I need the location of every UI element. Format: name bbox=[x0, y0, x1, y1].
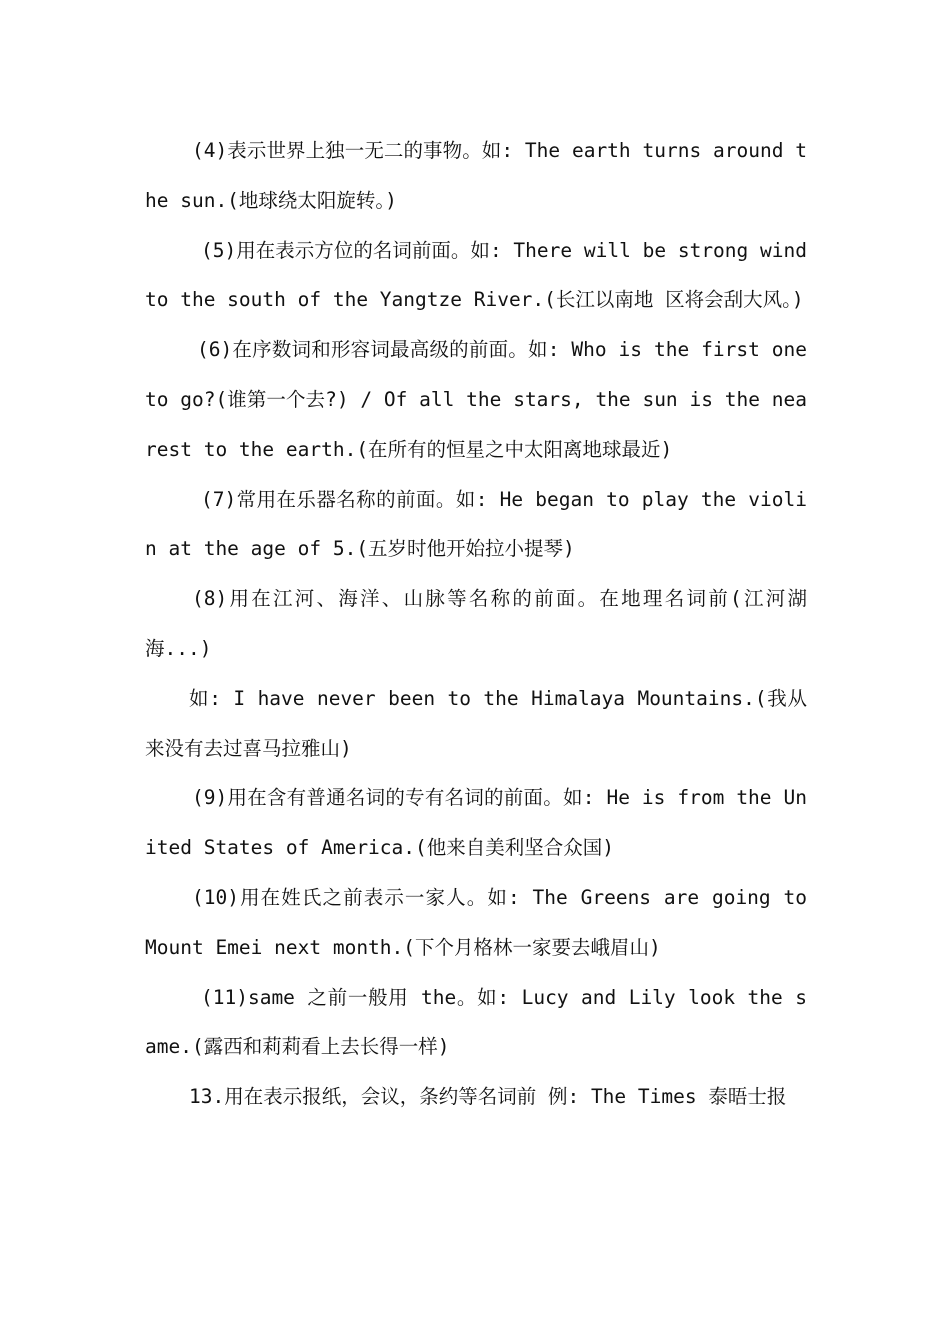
paragraph-8: (8)用在江河、海洋、山脉等名称的前面。在地理名词前(江河湖海...) bbox=[145, 587, 807, 660]
paragraph-6: (6)在序数词和形容词最高级的前面。如: Who is the first one to go?(谁第一个去?) / Of all the stars, the sun is the nearest to the earth.(在所有的恒星之中太阳离地球最近) bbox=[145, 338, 807, 461]
paragraph-7: (7)常用在乐器名称的前面。如: He began to play the violin at the age of 5.(五岁时他开始拉小提琴) bbox=[145, 487, 807, 561]
paragraph-10: (10)用在姓氏之前表示一家人。如: The Greens are going to Mount Emei next month.(下个月格林一家要去峨眉山) bbox=[145, 885, 807, 959]
document-body bbox=[145, 126, 807, 1122]
paragraph-13: 13.用在表示报纸，会议，条约等名词前 例: The Times 泰晤士报 bbox=[189, 1085, 787, 1109]
paragraph-8-example: 如: I have never been to the Himalaya Mountains.(我从来没有去过喜马拉雅山) bbox=[145, 686, 807, 760]
paragraph-9: (9)用在含有普通名词的专有名词的前面。如: He is from the United States of America.(他来自美利坚合众国) bbox=[145, 786, 807, 860]
paragraph-4: (4)表示世界上独一无二的事物。如: The earth turns around the sun.(地球绕太阳旋转。) bbox=[145, 139, 807, 212]
paragraph-11: (11)same 之前一般用 the。如: Lucy and Lily look the same.(露西和莉莉看上去长得一样) bbox=[145, 985, 807, 1059]
paragraph-5: (5)用在表示方位的名词前面。如: There will be strong wind to the south of the Yangtze River.(长江以南地 区将会刮大风。) bbox=[145, 238, 807, 312]
